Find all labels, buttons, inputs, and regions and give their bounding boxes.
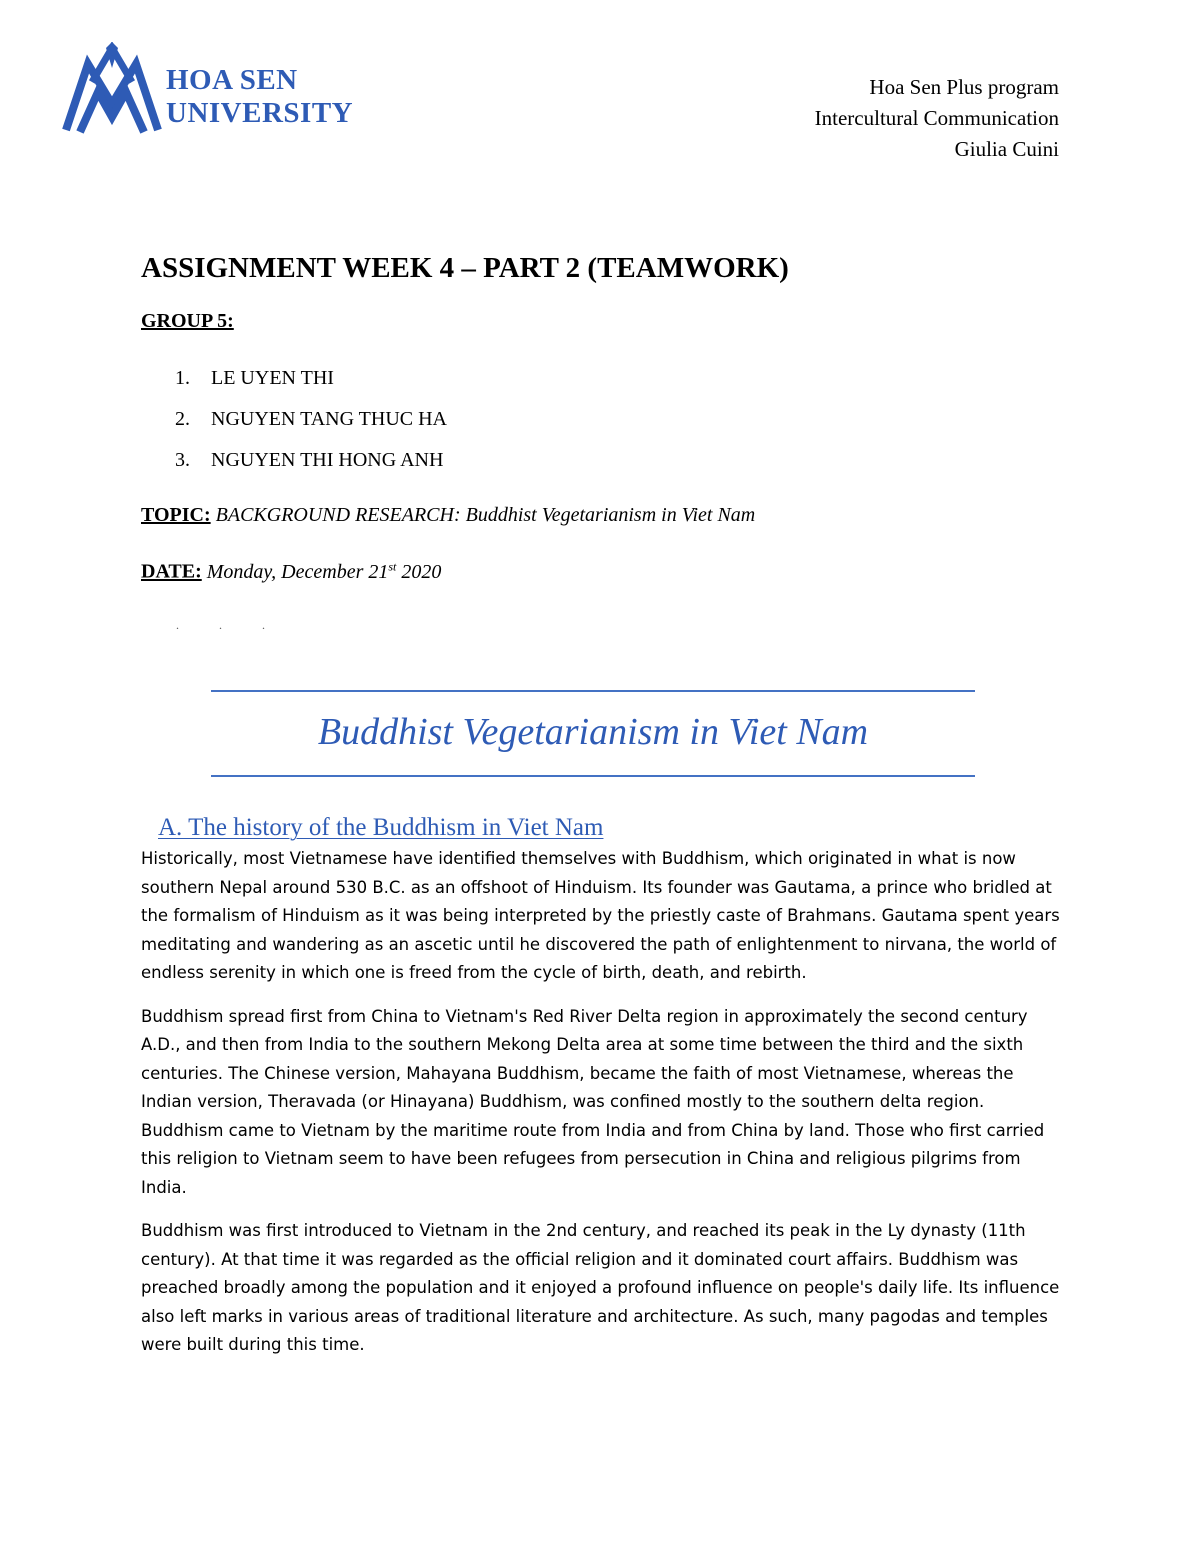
member-name: LE UYEN THI: [211, 367, 334, 389]
course-name: Intercultural Communication: [814, 106, 1059, 130]
course-info: [815, 72, 1059, 165]
date-day: Monday, December 21: [206, 560, 389, 583]
title-rule-top: [211, 690, 975, 692]
body-text: [141, 845, 1061, 1375]
instructor-name: Giulia Cuini: [954, 137, 1059, 161]
member-number: 2.: [175, 408, 190, 430]
lotus-mountain-icon: [62, 42, 162, 137]
paragraph: Buddhism was first introduced to Vietnam in the 2nd century, and reached its peak in the Ly dynasty (11th century). At that time it was regarded as the official religion and it dominated court affairs. Buddhism was preached broadly among the population and it enjoyed a profound influence on people's daily life. Its influence also left marks in various areas of traditional literature and architecture. As such, many pagodas and temples were built during this time.: [141, 1221, 1060, 1354]
logo-line-1: HOA SEN: [166, 64, 298, 96]
member-number: 1.: [175, 367, 190, 389]
date-value: [207, 561, 442, 583]
logo-wordmark: [166, 64, 353, 130]
member-name: NGUYEN TANG THUC HA: [211, 408, 447, 430]
date-ordinal: st: [388, 559, 397, 573]
group-label: GROUP 5:: [141, 310, 234, 332]
date-label: DATE:: [141, 560, 202, 583]
member-number: 3.: [175, 449, 190, 471]
topic-label: TOPIC:: [141, 504, 211, 526]
topic-value: BACKGROUND RESEARCH: Buddhist Vegetarianism in Viet Nam: [215, 504, 756, 526]
section-heading: A. The history of the Buddhism in Viet Nam: [158, 814, 604, 841]
title-rule-bottom: [211, 775, 975, 777]
document-title: Buddhist Vegetarianism in Viet Nam: [317, 711, 869, 753]
university-logo: [62, 42, 362, 137]
paragraph: Historically, most Vietnamese have identified themselves with Buddhism, which originated in what is now southern Nepal around 530 B.C. as an offshoot of Hinduism. Its founder was Gautama, a prince who bridled at the formalism of Hinduism as it was being interpreted by the priestly caste of Brahmans. Gautama spent years meditating and wandering as an ascetic until he discovered the path of enlightenment to nirvana, the world of endless serenity in which one is freed from the cycle of birth, death, and rebirth.: [141, 849, 1060, 982]
date-year: 2020: [401, 560, 442, 583]
assignment-title: ASSIGNMENT WEEK 4 – PART 2 (TEAMWORK): [141, 252, 789, 284]
logo-line-2: UNIVERSITY: [166, 97, 354, 129]
program-name: Hoa Sen Plus program: [869, 75, 1059, 99]
member-name: NGUYEN THI HONG ANH: [211, 449, 444, 471]
paragraph: Buddhism spread first from China to Vietnam's Red River Delta region in approximately the second century A.D., and then from India to the southern Mekong Delta area at some time between the third and the sixth centuries. The Chinese version, Mahayana Buddhism, became the faith of most Vietnamese, whereas the Indian version, Theravada (or Hinayana) Buddhism, was confined mostly to the southern delta region. Buddhism came to Vietnam by the maritime route from India and from China by land. Those who first carried this religion to Vietnam seem to have been refugees from persecution in China and religious pilgrims from India.: [141, 1006, 1045, 1197]
topic-line: [141, 504, 755, 527]
date-line: [141, 559, 441, 584]
formatting-marks: ...: [176, 618, 305, 632]
